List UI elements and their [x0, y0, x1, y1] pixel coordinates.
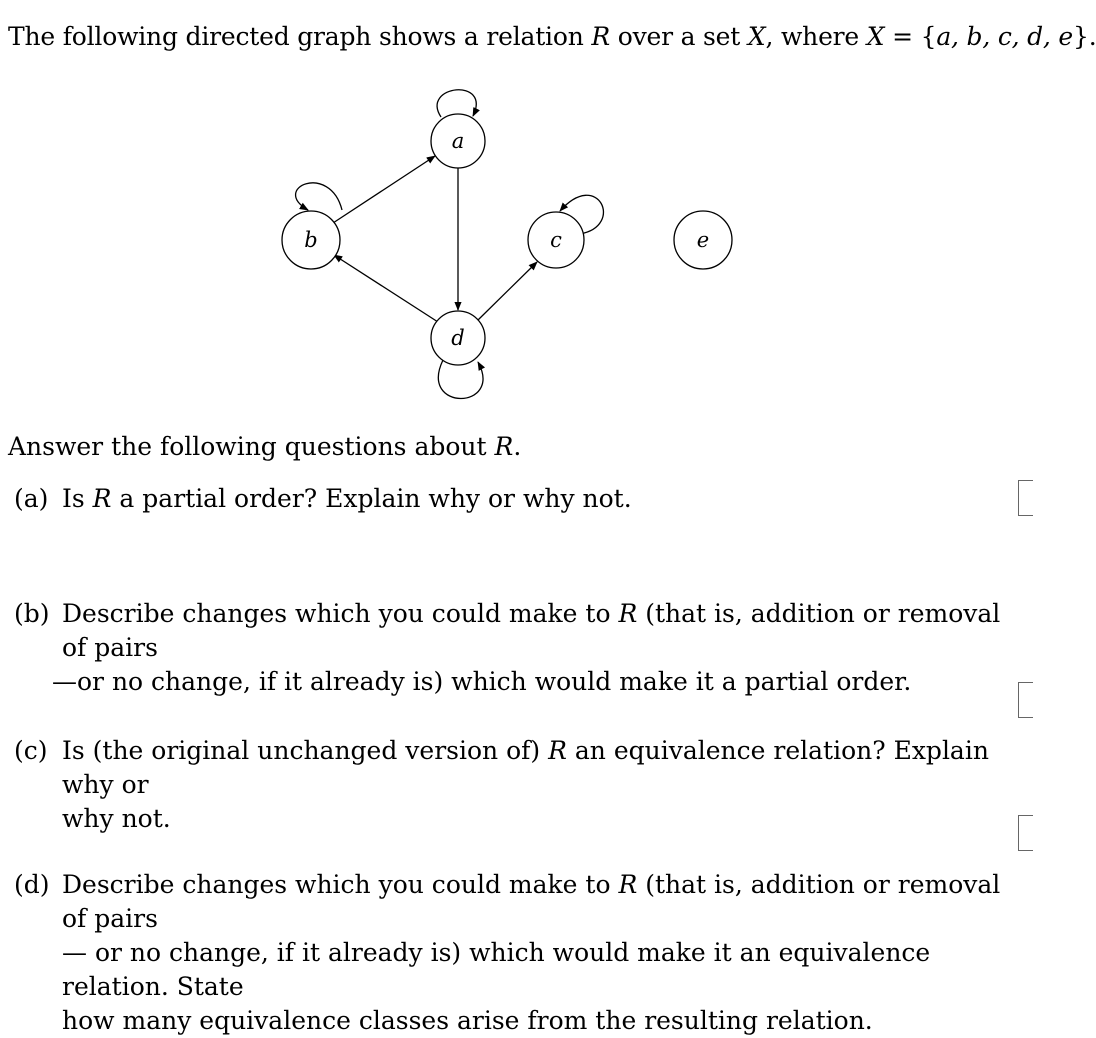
question-text: Describe changes which you could make to R (that is, addition or removal of pairs —or no change, if it already is) which would make it a partial order.	[52, 599, 1001, 696]
node-d	[431, 311, 485, 365]
relation-graph	[0, 0, 1024, 420]
svg-text:a: a	[451, 129, 465, 153]
answer-box-a[interactable]	[1018, 480, 1033, 516]
loop-d	[438, 360, 483, 399]
question-label: (c)	[14, 736, 48, 765]
svg-text:c: c	[550, 228, 562, 252]
edge-d-b	[334, 255, 438, 322]
question-d	[14, 868, 1010, 1038]
answer-box-c[interactable]	[1018, 815, 1033, 851]
loop-a	[437, 90, 476, 117]
question-text: Is R a partial order? Explain why or why not.	[62, 484, 632, 513]
node-c	[528, 212, 584, 268]
question-label: (d)	[14, 870, 50, 899]
lead-text: Answer the following questions about R.	[8, 432, 522, 461]
question-c	[14, 734, 1010, 836]
answer-box-b[interactable]	[1018, 682, 1033, 718]
question-label: (a)	[14, 484, 49, 513]
question-b	[14, 597, 1010, 699]
question-text: Is (the original unchanged version of) R an equivalence relation? Explain why or why not.	[62, 736, 989, 833]
node-a	[431, 114, 485, 168]
svg-text:e: e	[696, 228, 710, 252]
question-label: (b)	[14, 599, 50, 628]
intro-text: The following directed graph shows a relation R over a set X, where X = {a, b, c, d, e}.	[8, 22, 1096, 51]
edge-b-a	[333, 156, 435, 223]
node-e	[674, 211, 732, 269]
edge-d-c	[478, 262, 537, 320]
svg-text:b: b	[304, 228, 318, 252]
question-text: Describe changes which you could make to R (that is, addition or removal of pairs — or no change, if it already is) which would make it an equivalence relation. State how many equivalence classes arise from the resulting relation.	[62, 870, 1001, 1035]
loop-b	[296, 183, 342, 210]
question-a	[14, 482, 1010, 516]
svg-text:d: d	[451, 326, 465, 350]
node-b	[282, 211, 340, 269]
